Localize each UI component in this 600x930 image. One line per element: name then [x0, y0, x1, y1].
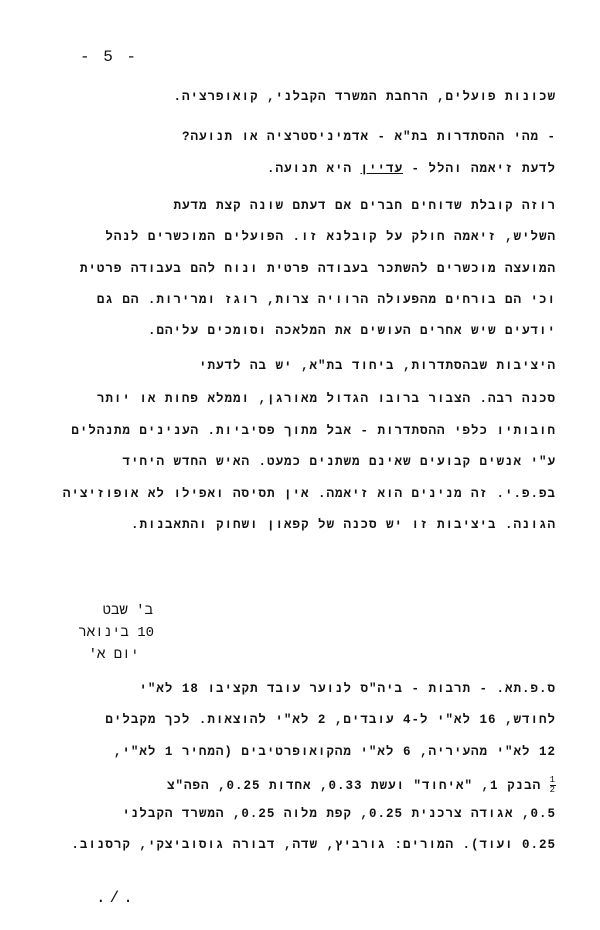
text-line-13: בפ.פ.י. זה מנינים הוא זיאמה. אין תסיסה ואפילו לא אופוזיציה — [62, 487, 556, 501]
text-line-3: לדעת זיאמה והלל - עדיין היא תנועה. — [266, 162, 556, 176]
page-number: - 5 - — [80, 48, 139, 66]
text-line-2: - מהי ההסתדרות בת"א - אדמיניסטרציה או תנועה? — [181, 130, 556, 144]
text-line-14: הגונה. ביציבות זו יש סכנה של קפאון ושחוק והתאבנות. — [130, 518, 556, 532]
text-line-10: סכנה רבה. הצבור ברובו הגדול מאורגן, וממלא פחות או יותר — [96, 392, 556, 406]
text-line-15: ס.פ.תא. - תרבות - ביה"ס לנוער עובד תקציבו 18 לא"י — [139, 682, 556, 696]
date-hebrew: ב' שבט — [102, 603, 153, 619]
text-line-18: $\frac{1}{2}$ הבנק 1, "איחוד" ועשת 0.33, אחדות 0.25, הפה"צ — [166, 775, 556, 795]
text-line-4: רוזה קובלת שדוחים חברים אם דעתם שונה קצת מדעת — [173, 199, 556, 213]
text-line-6: המועצה מוכשרים להשתכר בעבודה פרטית ונוח להם בעבודה פרטית — [79, 262, 556, 276]
text-line-11: חובותיו כלפי ההסתדרות - אבל מתוך פסיביות. הענינים מתנהלים — [71, 424, 556, 438]
text-line-19: 0.5, אגודה צרכנית 0.25, קפת מלוה 0.25, המשרד הקבלני — [122, 807, 556, 821]
text-line-5: השליש, זיאמה חולק על קובלנא זו. הפועלים המוכשרים לנהל — [105, 230, 556, 244]
date-weekday: יום א' — [88, 647, 139, 663]
text-line-20: 0.25 ועוד). המורים: גורביץ, שדה, דבורה גוסוביצקי, קרסנוב. — [71, 838, 556, 852]
text-line-16: לחודש, 16 לא"י ל-4 עובדים, 2 לא"י להוצאות. לכך מקבלים — [105, 713, 556, 727]
fraction-half: $\frac{1}{2}$ — [549, 775, 556, 795]
text-line-7: וכי הם בורחים מהפעולה הרוויה צרות, רוגז ומרירות. הם גם — [96, 293, 556, 307]
text-line-9: היציבות שבהסתדרות, ביחוד בת"א, יש בה לדעתי — [198, 359, 556, 373]
text-line-17: 12 לא"י מהעיריה, 6 לא"י מהקואופרטיבים (המחיר 1 לא"י, — [113, 745, 556, 759]
text-line-12: ע"י אנשים קבועים שאינם משתנים כמעט. האיש החדש היחיד — [122, 455, 556, 469]
footer-mark: ./. — [96, 889, 137, 907]
text-line-1: שכונות פועלים, הרחבת המשרד הקבלני, קואופרציה. — [173, 90, 556, 104]
date-gregorian: 10 בינואר — [78, 625, 154, 641]
text-line-8: יודעים שיש אחרים העושים את המלאכה וסומכים עליהם. — [147, 324, 556, 338]
